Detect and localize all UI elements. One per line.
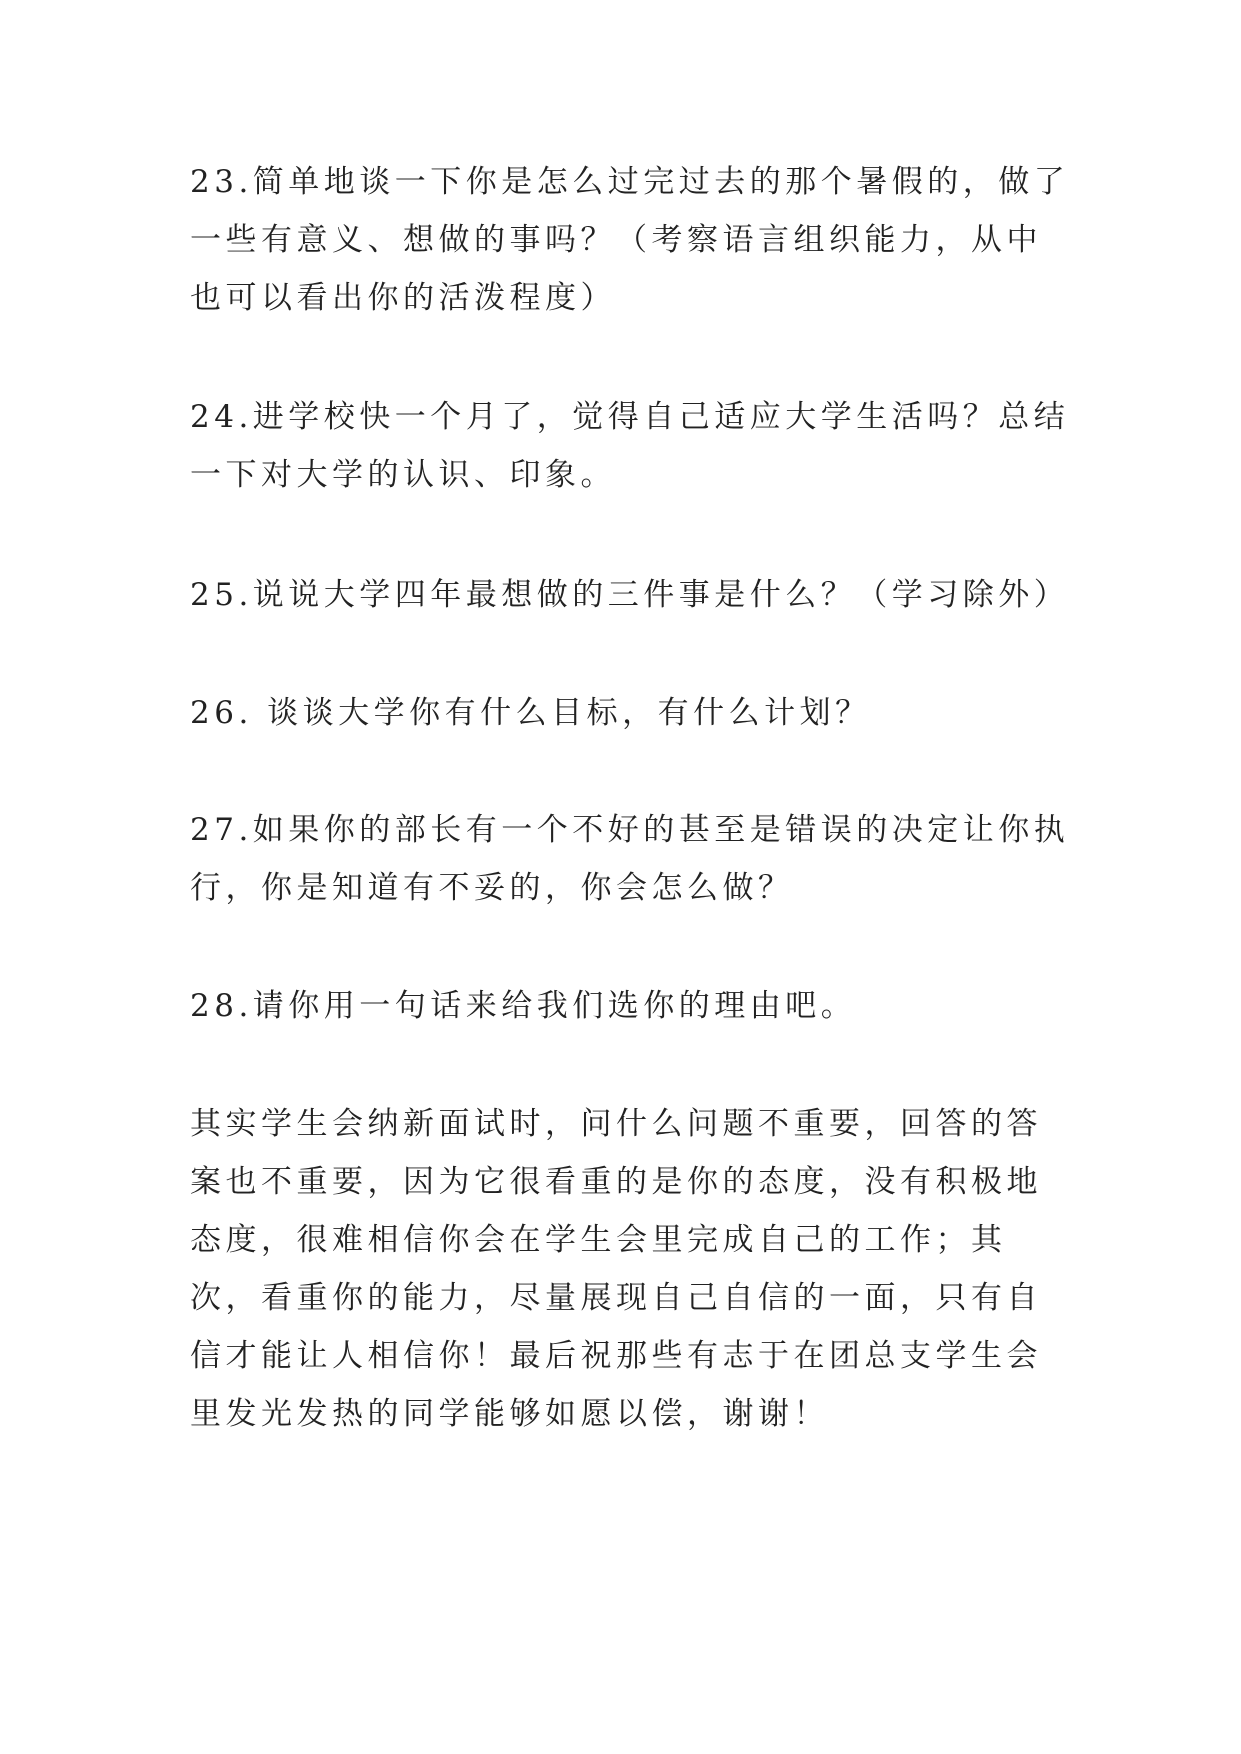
question-23: 23.简单地谈一下你是怎么过完过去的那个暑假的，做了一些有意义、想做的事吗？（考察语言组织能力，从中也可以看出你的活泼程度）: [190, 164, 1070, 316]
question-27: 27.如果你的部长有一个不好的甚至是错误的决定让你执行，你是知道有不妥的，你会怎么做？: [190, 812, 1070, 906]
question-28: 28.请你用一句话来给我们选你的理由吧。: [190, 988, 857, 1024]
question-26: 26. 谈谈大学你有什么目标，有什么计划？: [190, 695, 871, 731]
question-25: 25.说说大学四年最想做的三件事是什么？（学习除外）: [190, 577, 1070, 613]
summary-paragraph: 其实学生会纳新面试时，问什么问题不重要，回答的答案也不重要，因为它很看重的是你的态度，没有积极地态度，很难相信你会在学生会里完成自己的工作；其次，看重你的能力，尽量展现自己自信的一面，只有自信才能让人相信你！最后祝那些有志于在团总支学生会里发光发热的同学能够如愿以偿，谢谢！: [190, 1106, 1042, 1432]
question-24: 24.进学校快一个月了，觉得自己适应大学生活吗？总结一下对大学的认识、印象。: [190, 399, 1070, 493]
